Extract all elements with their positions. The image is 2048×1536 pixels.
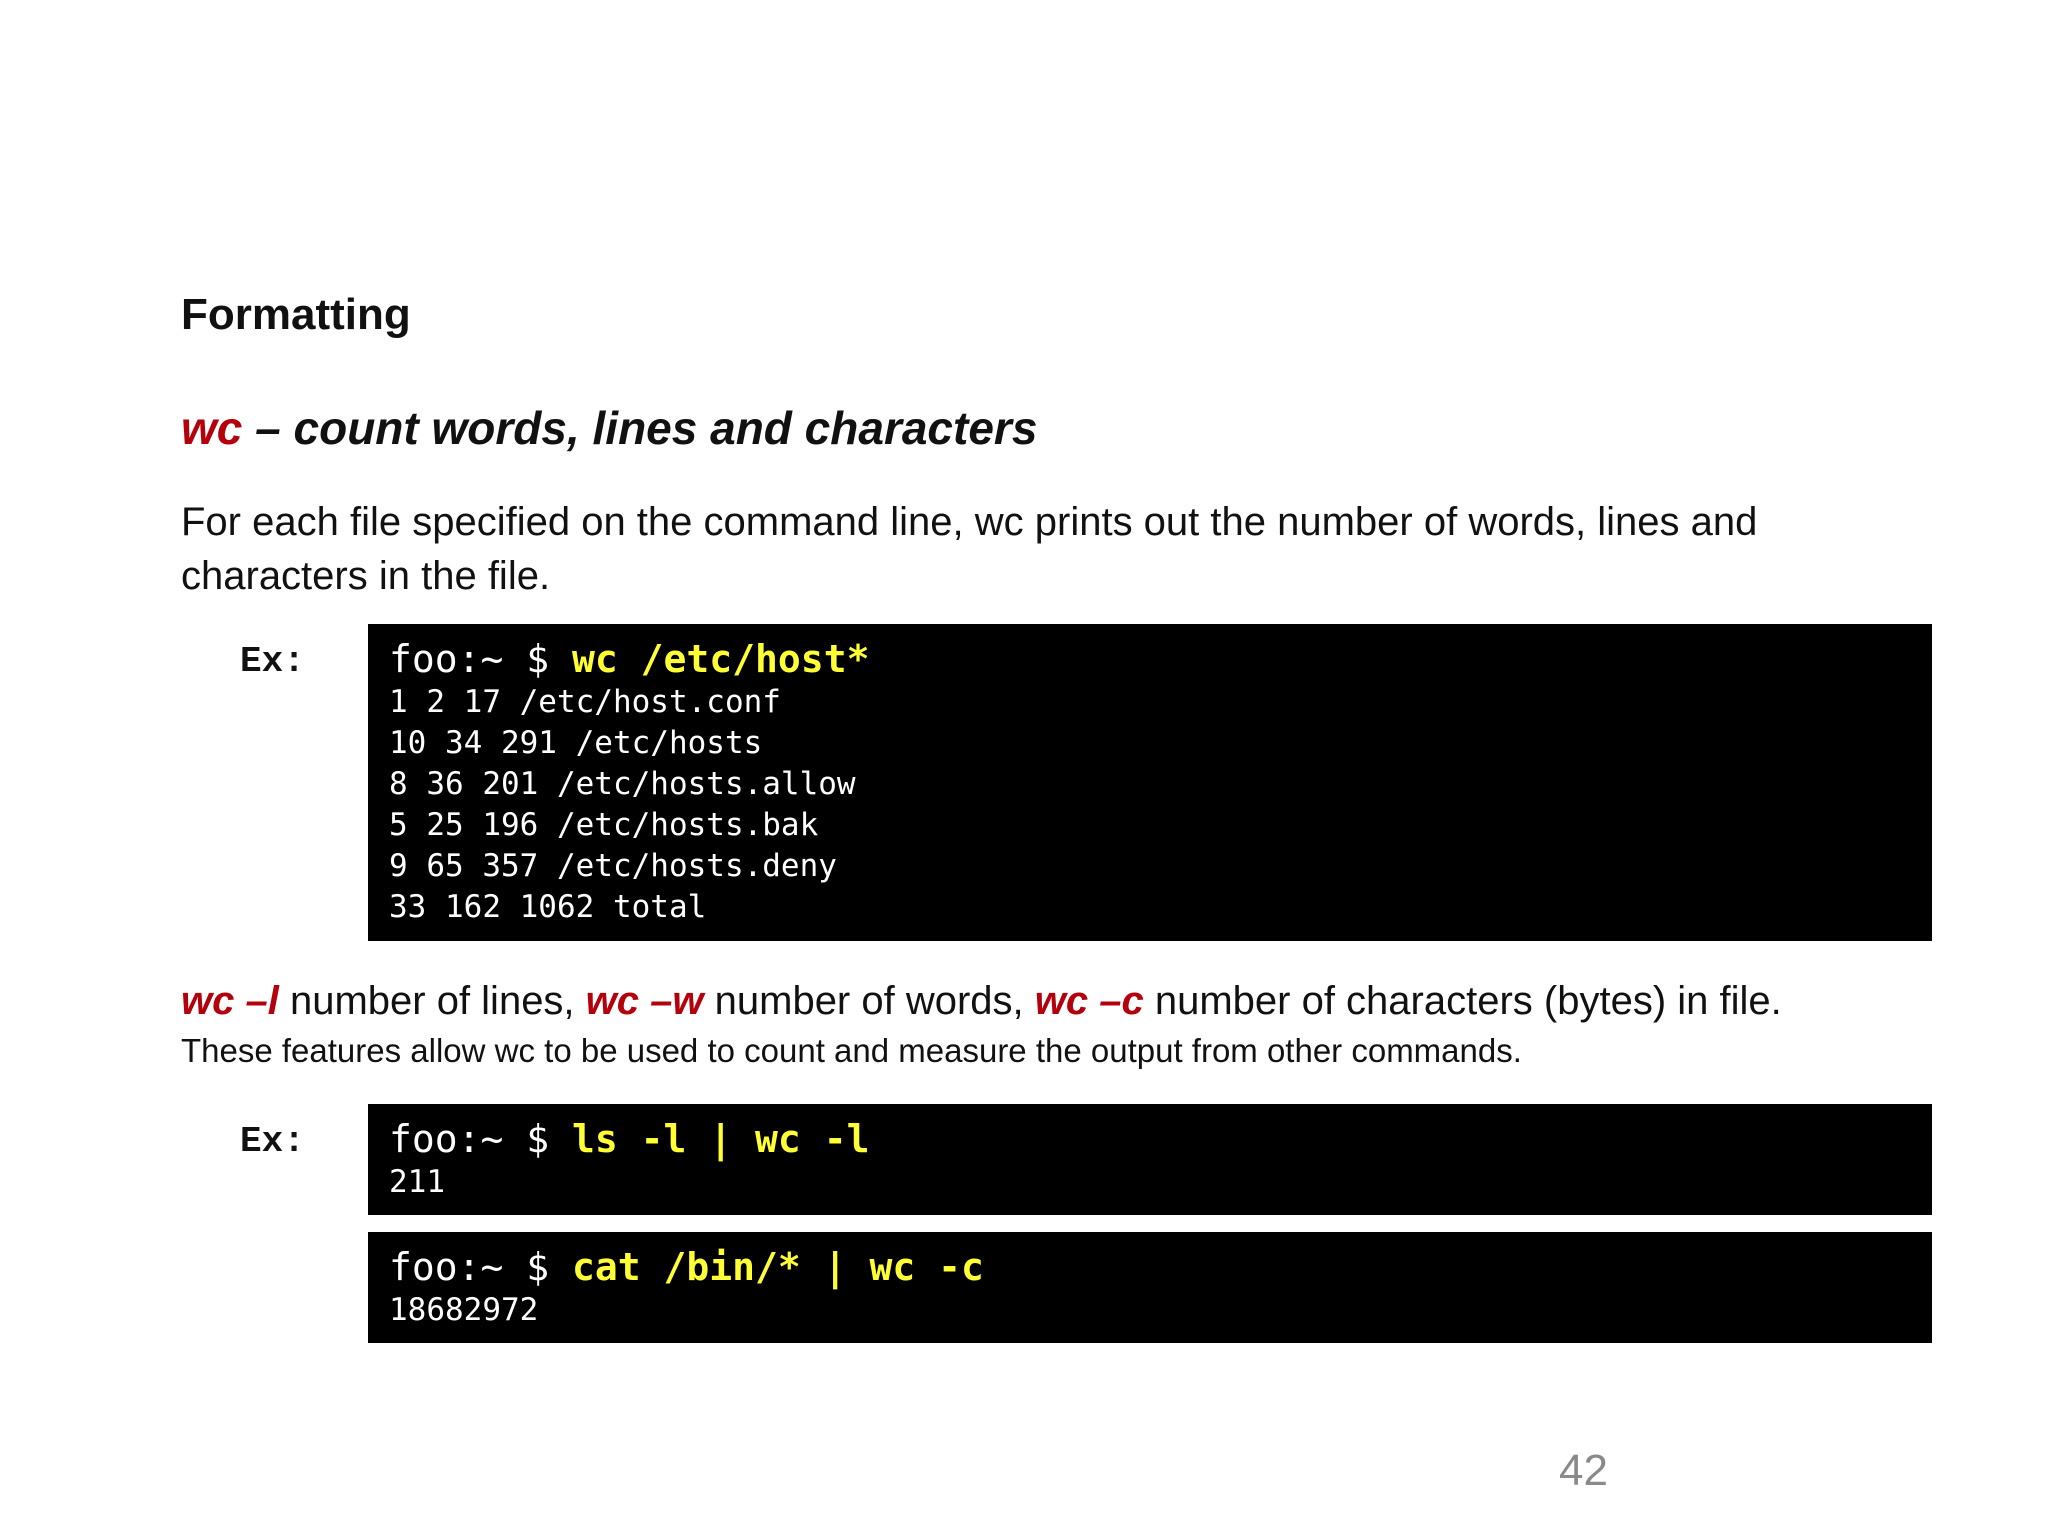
terminal-output-line: 18682972: [389, 1292, 539, 1328]
description-paragraph: For each file specified on the command line, wc prints out the number of words, lines and characters in the file.: [181, 500, 1758, 598]
terminal-output-line: 9 65 357 /etc/hosts.deny: [389, 848, 837, 884]
options-line: [181, 974, 1782, 1028]
features-note: These features allow wc to be used to count and measure the output from other commands.: [181, 1032, 1522, 1069]
option-lines-text: number of lines,: [278, 979, 586, 1023]
terminal-window: [368, 1104, 1932, 1215]
terminal-output-line: 1 2 17 /etc/host.conf: [389, 684, 781, 720]
option-chars-flag: wc –c: [1034, 979, 1144, 1023]
terminal-output-line: 211: [389, 1164, 445, 1200]
terminal-output-line: 8 36 201 /etc/hosts.allow: [389, 766, 856, 802]
terminal-command-line: [389, 1116, 1932, 1162]
subtitle-description: – count words, lines and characters: [242, 402, 1038, 454]
terminal-command: ls -l | wc -l: [572, 1117, 870, 1161]
example-label: Ex:: [240, 641, 305, 682]
terminal-output-line: 33 162 1062 total: [389, 889, 707, 925]
example-label: Ex:: [240, 1121, 305, 1162]
terminal-command: wc /etc/host*: [572, 637, 870, 681]
terminal-window: [368, 1232, 1932, 1343]
subtitle-command: wc: [181, 402, 243, 454]
slide-subtitle: [181, 398, 1037, 458]
terminal-prompt: foo:~ $: [389, 637, 573, 681]
terminal-output-line: 5 25 196 /etc/hosts.bak: [389, 807, 819, 843]
option-chars-text: number of characters (bytes) in file.: [1143, 979, 1782, 1023]
terminal-command-line: [389, 636, 1932, 682]
option-words-text: number of words,: [703, 979, 1035, 1023]
terminal-prompt: foo:~ $: [389, 1117, 573, 1161]
section-heading: Formatting: [181, 290, 411, 339]
option-lines-flag: wc –l: [181, 979, 279, 1023]
page-number: 42: [1559, 1446, 1608, 1495]
option-words-flag: wc –w: [585, 979, 704, 1023]
terminal-command: cat /bin/* | wc -c: [572, 1245, 984, 1289]
terminal-prompt: foo:~ $: [389, 1245, 573, 1289]
terminal-output-line: 10 34 291 /etc/hosts: [389, 725, 763, 761]
terminal-command-line: [389, 1244, 1932, 1290]
terminal-window: [368, 624, 1932, 941]
